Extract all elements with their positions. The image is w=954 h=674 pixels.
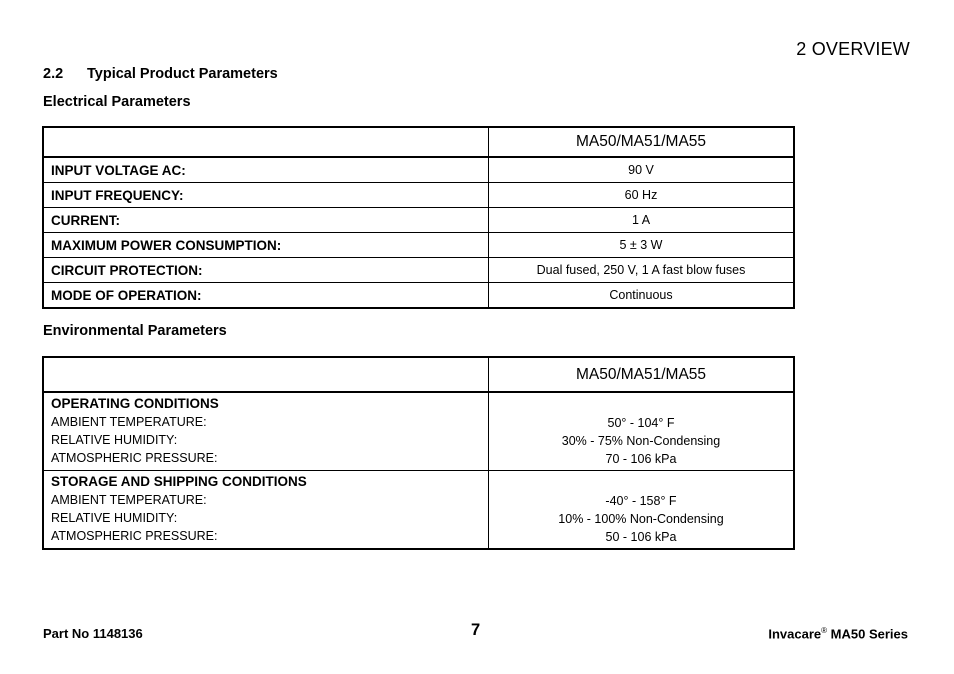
brand-name: Invacare (768, 626, 822, 642)
environmental-parameters-heading: Environmental Parameters (43, 323, 227, 339)
condition-group-cell (43, 471, 489, 550)
param-label: CURRENT: (43, 208, 489, 233)
header-empty-cell (43, 127, 489, 157)
param-value: 1 A (489, 208, 795, 233)
series-name: MA50 Series (830, 626, 908, 642)
param-value: 30% - 75% Non-Condensing (561, 433, 721, 448)
param-label: ATMOSPHERIC PRESSURE: (51, 451, 218, 465)
param-value: Continuous (489, 283, 795, 309)
table-row (43, 471, 794, 550)
table-row (43, 208, 794, 233)
group-title: STORAGE AND SHIPPING CONDITIONS (51, 474, 307, 489)
param-label: AMBIENT TEMPERATURE: (51, 415, 207, 429)
condition-values-cell (489, 392, 795, 471)
param-label: RELATIVE HUMIDITY: (51, 511, 178, 525)
chapter-title: 2 OVERVIEW (796, 39, 910, 59)
table-header-row (43, 127, 794, 157)
param-label: ATMOSPHERIC PRESSURE: (51, 529, 218, 543)
param-label: MODE OF OPERATION: (43, 283, 489, 309)
param-value: 50 - 106 kPa (605, 529, 677, 544)
param-value: 5 ± 3 W (489, 233, 795, 258)
param-value: 70 - 106 kPa (605, 451, 677, 466)
page-number: 7 (471, 621, 481, 639)
param-value: 50° - 104° F (607, 415, 675, 430)
electrical-parameters-heading: Electrical Parameters (43, 94, 191, 110)
param-label: CIRCUIT PROTECTION: (43, 258, 489, 283)
section-title: Typical Product Parameters (87, 66, 278, 82)
part-number: Part No 1148136 (43, 626, 143, 641)
table-row (43, 233, 794, 258)
param-label: AMBIENT TEMPERATURE: (51, 493, 207, 507)
param-value: Dual fused, 250 V, 1 A fast blow fuses (489, 258, 795, 283)
param-label: RELATIVE HUMIDITY: (51, 433, 178, 447)
group-title: OPERATING CONDITIONS (51, 396, 219, 411)
condition-group-cell (43, 392, 489, 471)
table-row (43, 392, 794, 471)
param-value: 60 Hz (489, 183, 795, 208)
header-empty-cell (43, 357, 489, 392)
model-column-header: MA50/MA51/MA55 (489, 127, 795, 157)
table-row (43, 183, 794, 208)
param-label: MAXIMUM POWER CONSUMPTION: (43, 233, 489, 258)
param-label: INPUT VOLTAGE AC: (43, 157, 489, 183)
registered-mark: ® (821, 626, 828, 635)
section-number: 2.2 (43, 66, 64, 82)
model-column-header: MA50/MA51/MA55 (489, 357, 795, 392)
table-row (43, 283, 794, 309)
param-value: -40° - 158° F (605, 493, 677, 508)
param-value: 90 V (489, 157, 795, 183)
condition-values-cell (489, 471, 795, 550)
table-row (43, 258, 794, 283)
product-series (768, 626, 908, 641)
table-header-row (43, 357, 794, 392)
param-value: 10% - 100% Non-Condensing (558, 511, 724, 526)
table-row (43, 157, 794, 183)
electrical-parameters-table (42, 126, 795, 309)
environmental-parameters-table (42, 356, 795, 550)
section-heading (43, 66, 278, 82)
param-label: INPUT FREQUENCY: (43, 183, 489, 208)
